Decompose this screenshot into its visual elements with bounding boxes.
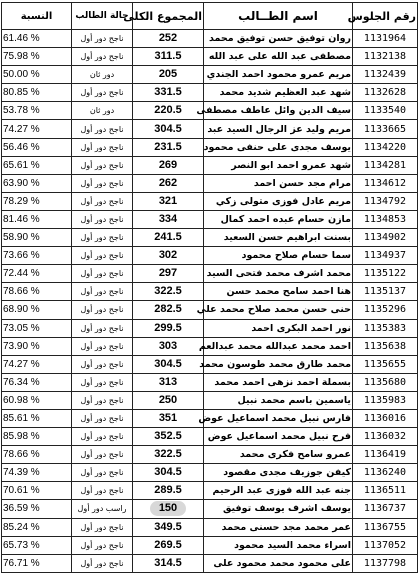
status-cell: دور ثان [72, 66, 133, 84]
table-row [2, 428, 418, 446]
student-name-cell: عمر محمد مجد حسنى محمد [204, 518, 353, 536]
seat-number-cell: 1132138 [353, 48, 418, 66]
total-cell: 269 [133, 156, 204, 174]
table-row [2, 482, 418, 500]
total-cell: 250 [133, 391, 204, 409]
seat-number-cell: 1133540 [353, 102, 418, 120]
header-row [2, 3, 418, 30]
percentage-cell: 68.90 % [2, 301, 72, 319]
total-cell: 302 [133, 247, 204, 265]
status-cell: ناجح دور أول [72, 355, 133, 373]
total-cell: 314.5 [133, 554, 204, 572]
student-name-cell: كيفن جوزيف مجدى مقصود [204, 464, 353, 482]
percentage-cell: 73.90 % [2, 337, 72, 355]
student-name-cell: شهد عبد العظيم شديد محمد [204, 84, 353, 102]
seat-number-cell: 1133665 [353, 120, 418, 138]
percentage-cell: 53.78 % [2, 102, 72, 120]
percentage-cell: 78.66 % [2, 283, 72, 301]
seat-number-cell: 1136755 [353, 518, 418, 536]
percentage-cell: 74.39 % [2, 464, 72, 482]
table-row [2, 120, 418, 138]
status-cell: ناجح دور أول [72, 265, 133, 283]
total-cell: 282.5 [133, 301, 204, 319]
seat-number-cell: 1134853 [353, 210, 418, 228]
total-cell: 269.5 [133, 536, 204, 554]
header-status: حالة الطالب [72, 3, 133, 30]
seat-number-cell: 1135638 [353, 337, 418, 355]
percentage-cell: 78.29 % [2, 192, 72, 210]
percentage-cell: 50.00 % [2, 66, 72, 84]
seat-number-cell: 1136511 [353, 482, 418, 500]
total-cell: 352.5 [133, 428, 204, 446]
percentage-cell: 80.85 % [2, 84, 72, 102]
seat-number-cell: 1134220 [353, 138, 418, 156]
percentage-cell: 72.44 % [2, 265, 72, 283]
table-row [2, 156, 418, 174]
total-cell: 289.5 [133, 482, 204, 500]
status-cell: ناجح دور أول [72, 373, 133, 391]
student-name-cell: مريم وليد عز الرجال السيد عبد [204, 120, 353, 138]
student-name-cell: يوسف اشرف يوسف توفيق [204, 500, 353, 518]
table-row [2, 247, 418, 265]
seat-number-cell: 1135137 [353, 283, 418, 301]
student-name-cell: محمد اشرف محمد فتحى السيد [204, 265, 353, 283]
status-cell: ناجح دور أول [72, 120, 133, 138]
student-name-cell: مازن حسام عبده احمد كمال [204, 210, 353, 228]
student-name-cell: مصطفى عبد الله على عبد الله [204, 48, 353, 66]
seat-number-cell: 1135655 [353, 355, 418, 373]
seat-number-cell: 1132628 [353, 84, 418, 102]
status-cell: ناجح دور أول [72, 174, 133, 192]
percentage-cell: 73.66 % [2, 247, 72, 265]
seat-number-cell: 1131964 [353, 30, 418, 48]
status-cell: ناجح دور أول [72, 554, 133, 572]
status-cell: راسب دور أول [72, 500, 133, 518]
percentage-cell: 61.46 % [2, 30, 72, 48]
student-name-cell: جنه عبد الله فوزى عبد الرحيم [204, 482, 353, 500]
percentage-cell: 73.05 % [2, 319, 72, 337]
table-row [2, 373, 418, 391]
table-row [2, 229, 418, 247]
status-cell: ناجح دور أول [72, 210, 133, 228]
percentage-cell: 60.98 % [2, 391, 72, 409]
status-cell: ناجح دور أول [72, 84, 133, 102]
student-name-cell: على محمود محمد محمود على [204, 554, 353, 572]
seat-number-cell: 1132439 [353, 66, 418, 84]
student-name-cell: مرام مجد حسن احمد [204, 174, 353, 192]
student-name-cell: يوسف مجدى على حنفى محمود [204, 138, 353, 156]
percentage-cell: 85.61 % [2, 409, 72, 427]
status-cell: ناجح دور أول [72, 409, 133, 427]
status-cell: ناجح دور أول [72, 337, 133, 355]
student-name-cell: مريم عادل فوزى متولى زكي [204, 192, 353, 210]
table-row [2, 391, 418, 409]
total-cell: 262 [133, 174, 204, 192]
seat-number-cell: 1134281 [353, 156, 418, 174]
total-cell: 252 [133, 30, 204, 48]
seat-number-cell: 1137052 [353, 536, 418, 554]
status-cell: ناجح دور أول [72, 482, 133, 500]
table-row [2, 301, 418, 319]
percentage-cell: 70.61 % [2, 482, 72, 500]
student-name-cell: فارس نبيل محمد اسماعيل عوض [204, 409, 353, 427]
table-row [2, 337, 418, 355]
seat-number-cell: 1134937 [353, 247, 418, 265]
status-cell: دور ثان [72, 102, 133, 120]
percentage-cell: 81.46 % [2, 210, 72, 228]
header-percentage: النسبة [2, 3, 72, 30]
total-cell: 311.5 [133, 48, 204, 66]
status-cell: ناجح دور أول [72, 247, 133, 265]
table-row [2, 192, 418, 210]
student-name-cell: حنى حسن محمد صلاح محمد علي [204, 301, 353, 319]
table-row [2, 554, 418, 572]
student-name-cell: اسراء محمد السيد محمود [204, 536, 353, 554]
percentage-cell: 56.46 % [2, 138, 72, 156]
percentage-cell: 74.27 % [2, 120, 72, 138]
student-name-cell: فرح نبيل محمد اسماعيل عوض [204, 428, 353, 446]
status-cell: ناجح دور أول [72, 319, 133, 337]
table-row [2, 409, 418, 427]
seat-number-cell: 1136240 [353, 464, 418, 482]
total-cell: 220.5 [133, 102, 204, 120]
highlighted-total: 150 [150, 501, 186, 516]
percentage-cell: 74.27 % [2, 355, 72, 373]
table-row [2, 464, 418, 482]
table-row [2, 265, 418, 283]
seat-number-cell: 1136737 [353, 500, 418, 518]
status-cell: ناجح دور أول [72, 48, 133, 66]
student-name-cell: بسنت ابراهيم حسن السعيد [204, 229, 353, 247]
table-row [2, 283, 418, 301]
seat-number-cell: 1136016 [353, 409, 418, 427]
total-cell: 304.5 [133, 120, 204, 138]
table-row [2, 355, 418, 373]
table-row [2, 319, 418, 337]
total-cell [133, 500, 204, 518]
seat-number-cell: 1135983 [353, 391, 418, 409]
status-cell: ناجح دور أول [72, 428, 133, 446]
percentage-cell: 58.90 % [2, 229, 72, 247]
student-name-cell: بسملة احمد نزهى احمد محمد [204, 373, 353, 391]
status-cell: ناجح دور أول [72, 536, 133, 554]
table-row [2, 48, 418, 66]
percentage-cell: 76.34 % [2, 373, 72, 391]
status-cell: ناجح دور أول [72, 156, 133, 174]
student-name-cell: احمد محمد عبدالله محمد عبدالعم [204, 337, 353, 355]
total-cell: 304.5 [133, 464, 204, 482]
status-cell: ناجح دور أول [72, 283, 133, 301]
total-cell: 322.5 [133, 283, 204, 301]
header-student-name: اسم الطــالب [204, 3, 353, 30]
seat-number-cell: 1137798 [353, 554, 418, 572]
student-name-cell: عمرو سامح فكرى محمد [204, 446, 353, 464]
total-cell: 205 [133, 66, 204, 84]
total-cell: 351 [133, 409, 204, 427]
student-name-cell: ياسمين باسم محمد نبيل [204, 391, 353, 409]
total-cell: 241.5 [133, 229, 204, 247]
student-name-cell: مريم عمرو محمود احمد الجندي [204, 66, 353, 84]
header-seat-number: رقم الجلوس [353, 3, 418, 30]
total-cell: 322.5 [133, 446, 204, 464]
table-row [2, 138, 418, 156]
student-name-cell: سما حسام صلاح محمود [204, 247, 353, 265]
header-total: المجموع الكلى [133, 3, 204, 30]
status-cell: ناجح دور أول [72, 446, 133, 464]
total-cell: 313 [133, 373, 204, 391]
status-cell: ناجح دور أول [72, 30, 133, 48]
percentage-cell: 85.98 % [2, 428, 72, 446]
status-cell: ناجح دور أول [72, 301, 133, 319]
student-name-cell: محمد طارق محمد طوسون محمد [204, 355, 353, 373]
seat-number-cell: 1134612 [353, 174, 418, 192]
table-row [2, 66, 418, 84]
seat-number-cell: 1136032 [353, 428, 418, 446]
percentage-cell: 76.71 % [2, 554, 72, 572]
total-cell: 297 [133, 265, 204, 283]
seat-number-cell: 1135296 [353, 301, 418, 319]
seat-number-cell: 1136419 [353, 446, 418, 464]
total-cell: 331.5 [133, 84, 204, 102]
seat-number-cell: 1135122 [353, 265, 418, 283]
status-cell: ناجح دور أول [72, 229, 133, 247]
percentage-cell: 65.73 % [2, 536, 72, 554]
percentage-cell: 65.61 % [2, 156, 72, 174]
status-cell: ناجح دور أول [72, 391, 133, 409]
percentage-cell: 85.24 % [2, 518, 72, 536]
total-cell: 349.5 [133, 518, 204, 536]
status-cell: ناجح دور أول [72, 518, 133, 536]
total-cell: 304.5 [133, 355, 204, 373]
student-name-cell: شهد عمرو احمد ابو النصر [204, 156, 353, 174]
table-row [2, 210, 418, 228]
table-row [2, 446, 418, 464]
status-cell: ناجح دور أول [72, 138, 133, 156]
total-cell: 303 [133, 337, 204, 355]
percentage-cell: 63.90 % [2, 174, 72, 192]
seat-number-cell: 1135680 [353, 373, 418, 391]
student-name-cell: نور احمد البكرى احمد [204, 319, 353, 337]
seat-number-cell: 1135383 [353, 319, 418, 337]
percentage-cell: 75.98 % [2, 48, 72, 66]
seat-number-cell: 1134902 [353, 229, 418, 247]
table-row [2, 518, 418, 536]
table-row [2, 536, 418, 554]
total-cell: 321 [133, 192, 204, 210]
student-name-cell: سيف الدين وائل عاطف مصطفى [204, 102, 353, 120]
status-cell: ناجح دور أول [72, 192, 133, 210]
results-table [1, 2, 418, 573]
total-cell: 334 [133, 210, 204, 228]
total-cell: 231.5 [133, 138, 204, 156]
status-cell: ناجح دور أول [72, 464, 133, 482]
table-row [2, 30, 418, 48]
percentage-cell: 78.66 % [2, 446, 72, 464]
table-row [2, 174, 418, 192]
table-row [2, 102, 418, 120]
student-name-cell: هنا احمد سامح محمد حسن [204, 283, 353, 301]
seat-number-cell: 1134792 [353, 192, 418, 210]
percentage-cell: 36.59 % [2, 500, 72, 518]
table-row [2, 84, 418, 102]
total-cell: 299.5 [133, 319, 204, 337]
student-name-cell: روان توفيق حسن توفيق محمد [204, 30, 353, 48]
table-row [2, 500, 418, 518]
